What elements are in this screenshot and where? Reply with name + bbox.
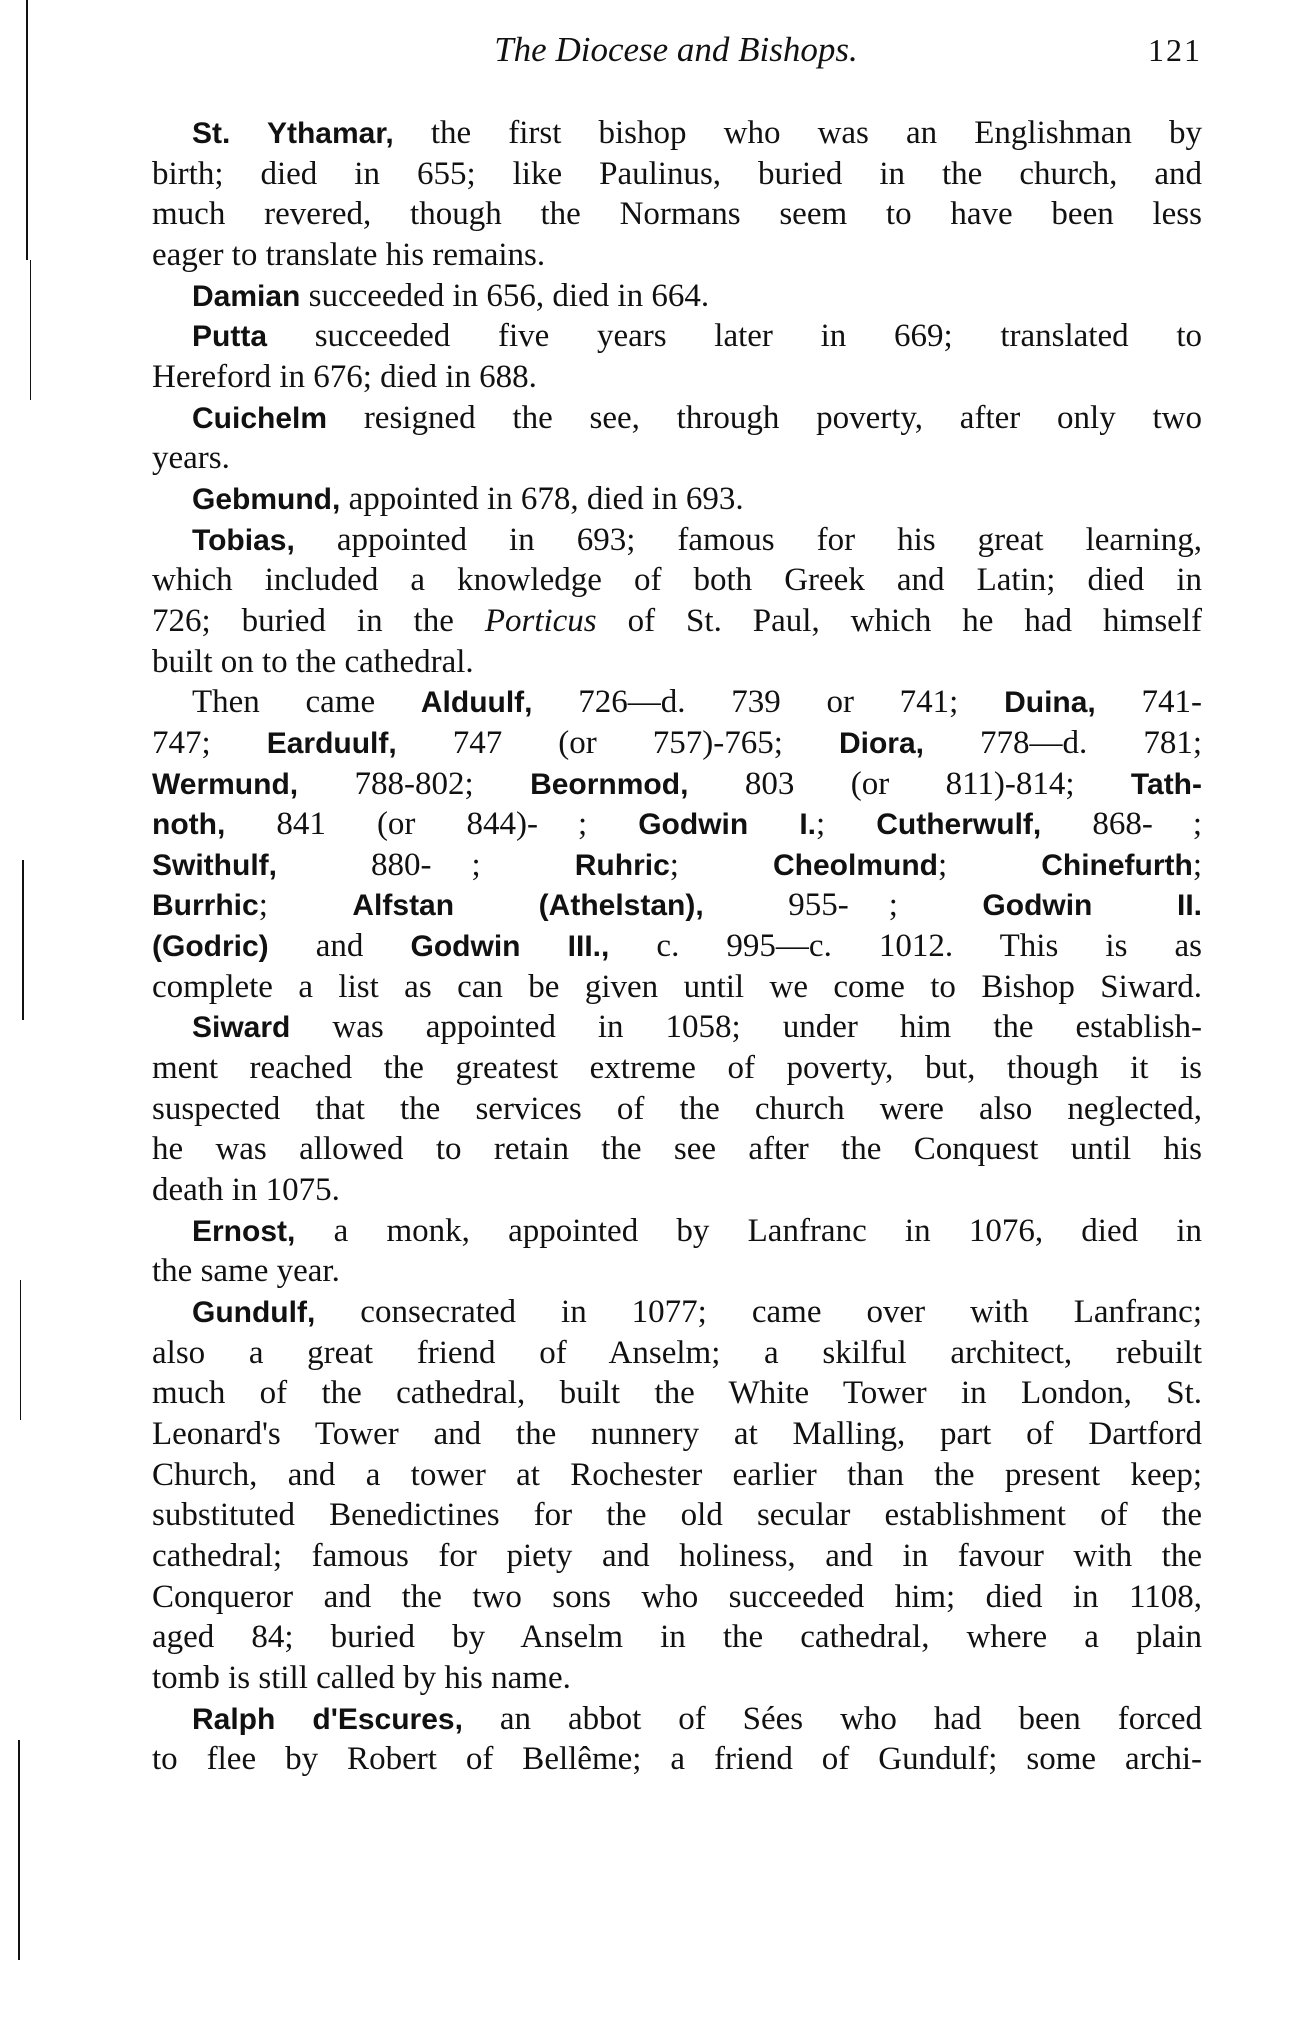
bishop-name: Tath-	[1130, 767, 1202, 801]
text-segment: the same year.	[152, 1253, 340, 1290]
text-segment: built on to the cathedral.	[152, 643, 474, 680]
bishop-name: Godwin I.	[638, 808, 817, 842]
text-segment: c. 995—c. 1012. This is as	[609, 928, 1202, 965]
text-segment: succeeded in 656, died in 664.	[300, 277, 710, 314]
text-line	[152, 276, 1202, 317]
text-segment: tomb is still called by his name.	[152, 1659, 571, 1696]
text-segment: cathedral; famous for piety and holiness, and in favour with the	[152, 1537, 1202, 1574]
text-segment: ;	[1192, 846, 1203, 883]
text-segment: ;	[888, 887, 983, 924]
text-segment: 726—d. 739 or 741;	[532, 684, 1005, 721]
text-line	[152, 1251, 1202, 1292]
text-segment: a monk, appointed by Lanfranc in 1076, died in	[295, 1212, 1202, 1249]
text-line	[152, 1536, 1202, 1577]
bishop-name: Ruhric	[574, 848, 670, 882]
bishop-name: Earduulf,	[266, 726, 397, 760]
text-line	[152, 113, 1202, 154]
bishop-name: Diora,	[838, 726, 925, 760]
bishop-name: Ernost,	[192, 1214, 296, 1248]
text-segment: birth; died in 655; like Paulinus, buried in the church, and	[152, 155, 1202, 192]
bishop-name: Cuichelm	[192, 401, 328, 435]
text-segment: 868-	[1041, 806, 1153, 843]
text-segment: he was allowed to retain the see after the Conquest until his	[152, 1131, 1202, 1168]
text-line	[152, 1455, 1202, 1496]
page-header	[150, 30, 1202, 74]
text-segment: and	[268, 928, 411, 965]
text-segment: Hereford in 676; died in 688.	[152, 358, 537, 395]
bishop-name: Gebmund,	[192, 482, 341, 516]
text-segment: Then came	[192, 684, 421, 721]
text-segment: appointed in 693; famous for his great learning,	[294, 521, 1202, 558]
text-segment: ;	[669, 846, 773, 883]
text-segment: ;	[1192, 806, 1202, 843]
bishop-name: Swithulf,	[152, 848, 277, 882]
text-segment: aged 84; buried by Anselm in the cathedral, where a plain	[152, 1619, 1202, 1656]
text-segment: complete a list as can be given until we come to Bishop Siward.	[152, 968, 1202, 1005]
bishop-name: St. Ythamar,	[192, 117, 394, 150]
text-segment: ;	[471, 846, 575, 883]
text-segment: to flee by Robert of Bellême; a friend of Gundulf; some archi-	[152, 1741, 1202, 1778]
text-segment: was appointed in 1058; under him the establish-	[290, 1009, 1202, 1046]
running-title: The Diocese and Bishops.	[494, 30, 858, 69]
text-line	[152, 1170, 1202, 1211]
text-segment: the first bishop who was an Englishman by	[393, 115, 1203, 151]
text-segment: years.	[152, 440, 230, 477]
bishop-name: Alfstan (Athelstan),	[352, 889, 704, 923]
body-text	[152, 113, 1202, 1780]
text-line	[152, 764, 1202, 805]
bishop-name: Ralph d'Escures,	[192, 1702, 463, 1736]
text-segment: substituted Benedictines for the old secular establishment of the	[152, 1497, 1202, 1534]
bishop-name: Damian	[192, 279, 301, 313]
text-segment: 955-	[703, 887, 849, 924]
text-line	[152, 1699, 1202, 1740]
text-line	[152, 154, 1202, 195]
text-segment: Leonard's Tower and the nunnery at Malling, part of Dartford	[152, 1416, 1202, 1452]
bishop-name: Chinefurth	[1041, 848, 1193, 882]
bishop-name: Burrhic	[152, 889, 259, 923]
text-segment: ;	[816, 806, 877, 843]
scan-edge-line	[30, 260, 31, 400]
text-line	[152, 479, 1202, 520]
text-line	[152, 642, 1202, 683]
text-line	[152, 235, 1202, 276]
text-line	[152, 1129, 1202, 1170]
text-line	[152, 560, 1202, 601]
scan-edge-line	[26, 0, 28, 260]
text-segment: consecrated in 1077; came over with Lanfranc;	[315, 1294, 1202, 1331]
page-number: 121	[1148, 32, 1202, 68]
text-line	[152, 723, 1202, 764]
bishop-name: Beornmod,	[530, 767, 689, 801]
bishop-name: Godwin II.	[982, 889, 1203, 923]
bishop-name: Gundulf,	[192, 1296, 316, 1330]
text-line	[152, 1007, 1202, 1048]
text-line	[152, 438, 1202, 479]
text-line	[152, 1414, 1202, 1455]
text-line	[152, 357, 1202, 398]
text-segment: 880-	[276, 846, 432, 883]
text-line	[152, 1373, 1202, 1414]
text-line	[152, 1292, 1202, 1333]
text-line	[152, 398, 1202, 439]
bishop-name: Godwin III.,	[410, 930, 610, 964]
text-line	[152, 1617, 1202, 1658]
text-segment: 741-	[1095, 684, 1202, 721]
text-segment: suspected that the services of the church were also neglected,	[152, 1090, 1202, 1127]
text-segment: succeeded five years later in 669; translated to	[267, 318, 1202, 355]
text-line	[152, 1089, 1202, 1130]
italic-text: Porticus	[484, 602, 597, 639]
bishop-name: Putta	[192, 320, 267, 354]
text-segment: appointed in 678, died in 693.	[340, 480, 744, 517]
text-line	[152, 845, 1202, 886]
text-segment: much revered, though the Normans seem to have been less	[152, 196, 1202, 233]
text-segment: of St. Paul, which he had himself	[596, 602, 1202, 639]
text-segment: also a great friend of Anselm; a skilful architect, rebuilt	[152, 1334, 1202, 1371]
text-segment: death in 1075.	[152, 1172, 340, 1209]
text-segment: ;	[258, 887, 353, 924]
text-line	[152, 1048, 1202, 1089]
bishop-name: Cheolmund	[772, 848, 938, 882]
text-segment: ;	[937, 846, 1042, 883]
text-line	[152, 885, 1202, 926]
scan-edge-line	[18, 1740, 20, 1960]
text-segment: eager to translate his remains.	[152, 236, 546, 273]
text-line	[152, 520, 1202, 561]
bishop-name: noth,	[152, 808, 226, 842]
text-line	[152, 316, 1202, 357]
text-segment: ment reached the greatest extreme of poverty, but, though it is	[152, 1050, 1202, 1087]
text-segment: resigned the see, through poverty, after only two	[327, 399, 1202, 436]
text-line	[152, 1495, 1202, 1536]
text-line	[152, 967, 1202, 1008]
bishop-name: Tobias,	[192, 523, 295, 557]
bishop-name: Duina,	[1004, 686, 1096, 720]
text-segment: which included a knowledge of both Greek and Latin; died in	[152, 562, 1202, 599]
bishop-name: Wermund,	[152, 767, 299, 801]
text-line	[152, 1658, 1202, 1699]
text-line	[152, 1211, 1202, 1252]
text-segment: 803 (or 811)-814;	[688, 765, 1131, 802]
bishop-name: Siward	[192, 1011, 291, 1045]
bishop-name: Alduulf,	[420, 686, 533, 720]
text-line	[152, 926, 1202, 967]
text-line	[152, 1333, 1202, 1374]
text-segment: Conqueror and the two sons who succeeded him; died in 1108,	[152, 1578, 1202, 1615]
text-line	[152, 1577, 1202, 1618]
text-segment: 747 (or 757)-765;	[396, 724, 839, 761]
text-segment: an abbot of Sées who had been forced	[462, 1700, 1202, 1737]
scan-edge-line	[22, 860, 24, 1020]
text-segment: 788-802;	[298, 765, 531, 802]
text-segment: ;	[577, 806, 639, 843]
text-line	[152, 804, 1202, 845]
bishop-name: Cutherwulf,	[876, 808, 1042, 842]
text-line	[152, 682, 1202, 723]
scan-edge-line	[20, 1280, 21, 1420]
bishop-name: (Godric)	[152, 930, 269, 964]
text-segment: Church, and a tower at Rochester earlier than the present keep;	[152, 1456, 1202, 1493]
text-line	[152, 601, 1202, 642]
text-segment: 747;	[152, 724, 267, 761]
text-segment: much of the cathedral, built the White Tower in London, St.	[152, 1375, 1202, 1412]
text-line	[152, 1739, 1202, 1780]
text-line	[152, 194, 1202, 235]
text-segment: 778—d. 781;	[924, 724, 1202, 761]
text-segment: 841 (or 844)-	[225, 806, 538, 843]
text-segment: 726; buried in the	[152, 602, 485, 639]
